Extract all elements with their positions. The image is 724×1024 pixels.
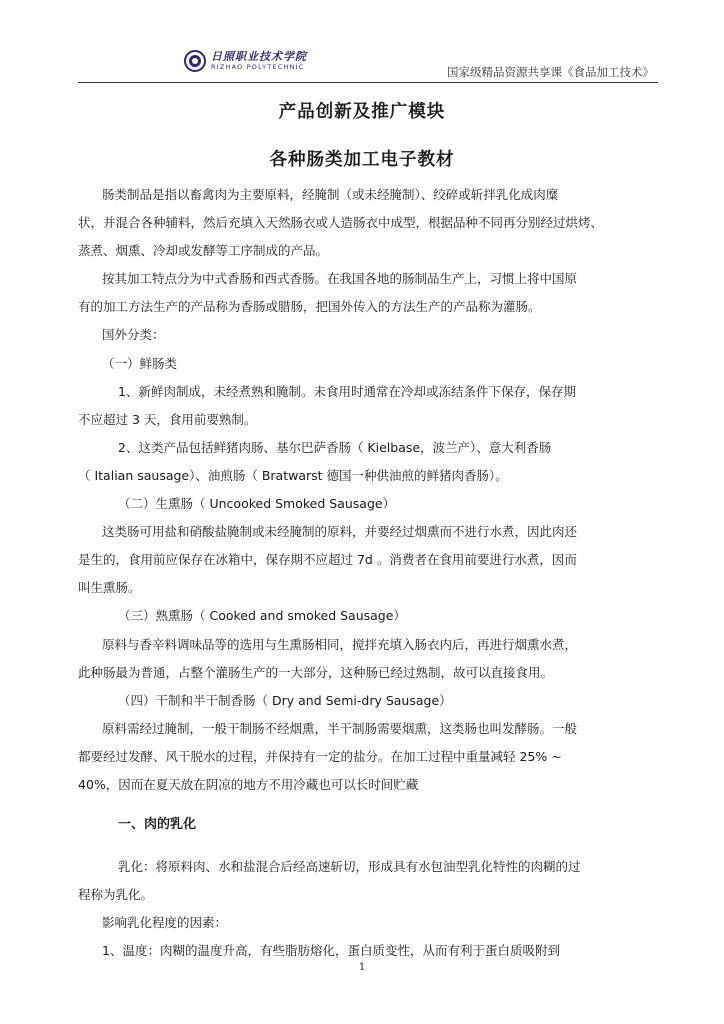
paragraph-line: 这类肠可用盐和硝酸盐腌制或未经腌制的原料，并要经过烟熏而不进行水煮，因此肉还	[102, 524, 578, 540]
paragraph-line: 1、新鲜肉制成，未经煮熟和腌制。未食用时通常在冷却或冻结条件下保存，保存期	[118, 383, 576, 399]
document-title: 各种肠类加工电子教材	[269, 150, 455, 170]
paragraph-line: 40%，因而在夏天放在阴凉的地方不用冷藏也可以长时间贮藏	[78, 776, 419, 792]
paragraph-line: 状，并混合各种辅料，然后充填入天然肠衣或人造肠衣中成型，根据品种不同再分别经过烘烤、	[78, 215, 604, 231]
paragraph-line: 乳化：将原料肉、水和盐混合后经高速斩切，形成具有水包油型乳化特性的肉糊的过	[118, 859, 581, 875]
subsection-heading: （四）干制和半干制香肠（ Dry and Semi-dry Sausage）	[118, 692, 452, 708]
paragraph-line: 影响乳化程度的因素：	[102, 915, 228, 931]
paragraph-line: 程称为乳化。	[78, 887, 154, 903]
paragraph-line: 都要经过发酵、风干脱水的过程，并保持有一定的盐分。在加工过程中重量减轻 25% ~	[78, 748, 562, 764]
paragraph-line: 原料需经过腌制，一般干制肠不经烟熏，半干制肠需要烟熏，这类肠也叫发酵肠。一般	[102, 720, 578, 736]
paragraph-line: 不应超过 3 天，食用前要熟制。	[78, 411, 257, 427]
course-name: 国家级精品资源共享课《食品加工技术》	[447, 65, 654, 79]
paragraph-line: 2、这类产品包括鲜猪肉肠、基尔巴萨香肠（ Kielbase，波兰产）、意大利香肠	[118, 439, 552, 455]
module-title: 产品创新及推广模块	[278, 102, 446, 122]
paragraph-line: 肠类制品是指以畜禽肉为主要原料，经腌制（或未经腌制）、绞碎或斩拌乳化成肉糜	[102, 187, 559, 202]
school-logo	[184, 50, 307, 72]
paragraph-line: 原料与香辛料调味品等的选用与生熏肠相同，搅拌充填入肠衣内后，再进行烟熏水煮，	[102, 636, 578, 652]
document-body	[78, 181, 658, 966]
paragraph-line: 是生的，食用前应保存在冰箱中，保存期不应超过 7d 。消费者在食用前要进行水煮，因而	[78, 552, 577, 568]
paragraph-line: 叫生熏肠。	[78, 580, 141, 596]
paragraph-line: 有的加工方法生产的产品称为香肠或腊肠，把国外传入的方法生产的产品称为灌肠。	[78, 299, 541, 315]
logo-english-name: RIZHAO POLYTECHNIC	[211, 63, 305, 72]
paragraph-line: 1、温度：肉糊的温度升高，有些脂肪熔化，蛋白质变性，从而有利于蛋白质吸附到	[102, 943, 560, 959]
school-emblem-icon	[184, 50, 206, 72]
subsection-heading: （三）熟熏肠（ Cooked and smoked Sausage）	[118, 608, 406, 624]
subsection-heading: （一）鲜肠类	[102, 355, 178, 371]
subsection-heading: （二）生熏肠（ Uncooked Smoked Sausage）	[118, 496, 396, 512]
page-header	[78, 44, 658, 83]
paragraph-line: 此种肠最为普通，占整个灌肠生产的一大部分，这种肠已经过熟制，故可以直接食用。	[78, 664, 554, 680]
paragraph-line: 国外分类：	[102, 327, 165, 343]
logo-chinese-name: 日照职业技术学院	[211, 50, 307, 64]
paragraph-line: 蒸煮、烟熏、冷却或发酵等工序制成的产品。	[78, 243, 329, 259]
section-heading: 一、肉的乳化	[118, 817, 197, 833]
page-number: 1	[358, 962, 366, 973]
paragraph-line: 按其加工特点分为中式香肠和西式香肠。在我国各地的肠制品生产上，习惯上将中国原	[102, 271, 578, 287]
paragraph-line: （ Italian sausage）、油煎肠（ Bratwarst 德国一种供油煎的鲜猪肉香肠）。	[78, 467, 508, 483]
